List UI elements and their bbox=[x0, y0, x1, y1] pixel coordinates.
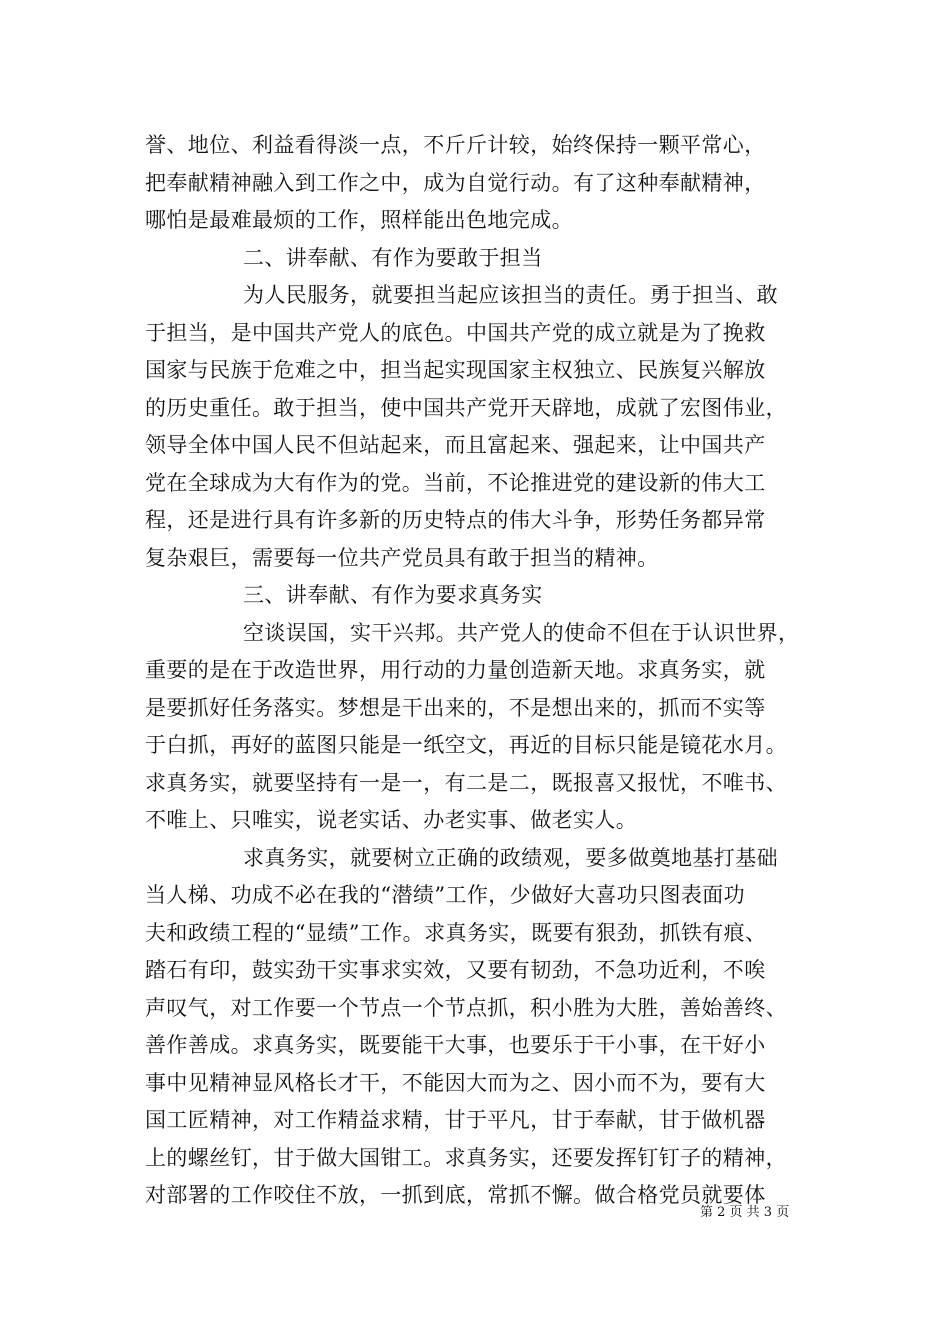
body-line: 善作善成。求真务实，既要能干大事，也要乐于干小事，在干好小 bbox=[145, 1033, 766, 1057]
body-line: 的历史重任。敢于担当，使中国共产党开天辟地，成就了宏图伟业， bbox=[145, 395, 787, 420]
paragraph-first-line: 空谈误国，实干兴邦。共产党人的使命不但在于认识世界， bbox=[243, 620, 800, 645]
body-line: 于担当，是中国共产党人的底色。中国共产党的成立就是为了挽救 bbox=[145, 320, 766, 345]
body-line: 求真务实，就要坚持有一是一，有二是二，既报喜又报忧，不唯书、 bbox=[145, 770, 787, 795]
section-heading: 三、讲奉献、有作为要求真务实 bbox=[243, 583, 543, 607]
body-line: 对部署的工作咬住不放，一抓到底，常抓不懈。做合格党员就要体 bbox=[145, 1183, 766, 1207]
body-line: 程，还是进行具有许多新的历史特点的伟大斗争，形势任务都异常 bbox=[145, 508, 766, 532]
body-line: 党在全球成为大有作为的党。当前，不论推进党的建设新的伟大工 bbox=[145, 470, 766, 495]
paragraph-first-line: 求真务实，就要树立正确的政绩观，要多做奠地基打基础 bbox=[243, 845, 778, 870]
body-line: 于白抓，再好的蓝图只能是一纸空文，再近的目标只能是镜花水月。 bbox=[145, 733, 787, 757]
body-line: 是要抓好任务落实。梦想是干出来的，不是想出来的，抓而不实等 bbox=[145, 695, 766, 720]
paragraph-first-line: 为人民服务，就要担当起应该担当的责任。勇于担当、敢 bbox=[243, 283, 778, 307]
section-heading: 二、讲奉献、有作为要敢于担当 bbox=[243, 245, 543, 270]
body-line: 复杂艰巨，需要每一位共产党员具有敢于担当的精神。 bbox=[145, 545, 659, 570]
body-line: 声叹气，对工作要一个节点一个节点抓，积小胜为大胜，善始善终、 bbox=[145, 995, 787, 1020]
body-line: 踏石有印，鼓实劲干实事求实效，又要有韧劲，不急功近利，不唉 bbox=[145, 958, 766, 982]
body-line: 夫和政绩工程的“显绩”工作。求真务实，既要有狠劲，抓铁有痕、 bbox=[145, 920, 767, 945]
body-line: 事中见精神显风格长才干，不能因大而为之、因小而不为，要有大 bbox=[145, 1070, 766, 1095]
body-line: 誉、地位、利益看得淡一点，不斤斤计较，始终保持一颗平常心， bbox=[145, 133, 766, 157]
body-line: 哪怕是最难最烦的工作，照样能出色地完成。 bbox=[145, 208, 573, 232]
body-line: 上的螺丝钉，甘于做大国钳工。求真务实，还要发挥钉钉子的精神， bbox=[145, 1145, 787, 1170]
document-body bbox=[145, 127, 807, 1215]
body-line: 当人梯、功成不必在我的“潜绩”工作，少做好大喜功只图表面功 bbox=[145, 883, 746, 907]
page-number: 第 2 页 共 3 页 bbox=[700, 1205, 790, 1220]
body-line: 国家与民族于危难之中，担当起实现国家主权独立、民族复兴解放 bbox=[145, 358, 766, 382]
body-line: 国工匠精神，对工作精益求精，甘于平凡，甘于奉献，甘于做机器 bbox=[145, 1108, 766, 1132]
body-line: 把奉献精神融入到工作之中，成为自觉行动。有了这种奉献精神， bbox=[145, 170, 766, 195]
body-line: 不唯上、只唯实，说老实话、办老实事、做老实人。 bbox=[145, 808, 638, 832]
body-line: 领导全体中国人民不但站起来，而且富起来、强起来，让中国共产 bbox=[145, 433, 766, 457]
body-line: 重要的是在于改造世界，用行动的力量创造新天地。求真务实，就 bbox=[145, 658, 766, 682]
